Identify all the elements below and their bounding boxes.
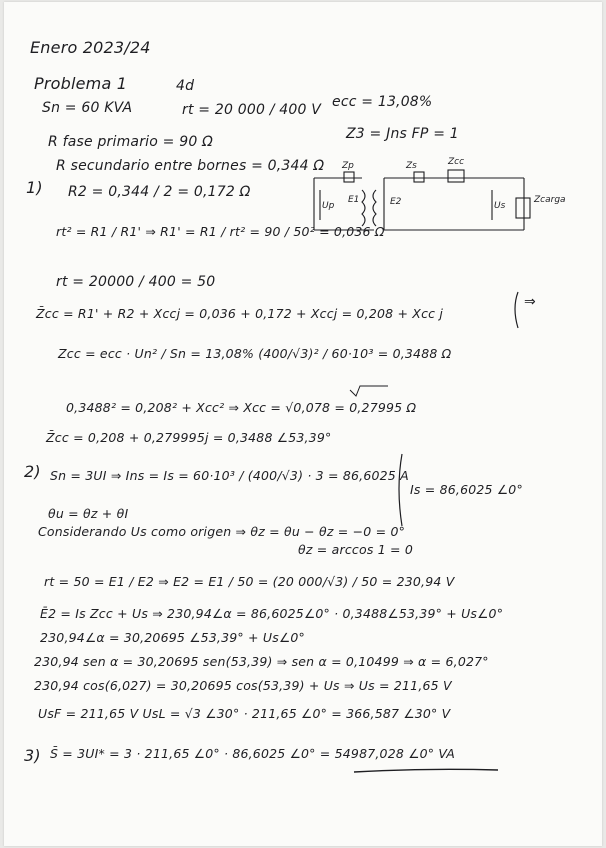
section-1-zcc-polar: Z̄cc = 0,208 + 0,279995j = 0,3488 ∠53,39° xyxy=(46,430,332,445)
svg-text:E2: E2 xyxy=(390,197,402,207)
section-1-arrow: ⇒ xyxy=(524,294,536,310)
handwritten-sheet xyxy=(4,2,602,846)
section-1-ratio: rt = 20000 / 400 = 50 xyxy=(56,274,216,290)
svg-text:Zcarga: Zcarga xyxy=(534,195,566,205)
svg-text:Up: Up xyxy=(322,201,335,211)
section-2-voltage-polar: 230,94∠α = 30,20695 ∠53,39° + Us∠0° xyxy=(40,630,305,645)
svg-text:Zs: Zs xyxy=(406,161,417,171)
svg-text:Zp: Zp xyxy=(342,161,354,171)
section-1-r2: R2 = 0,344 / 2 = 0,172 Ω xyxy=(68,184,251,200)
section-2-secondary-voltages: UsF = 211,65 V UsL = √3 ∠30° · 211,65 ∠0° = 366,587 ∠30° V xyxy=(38,706,451,721)
problem-variant: 4d xyxy=(176,78,195,94)
section-1-zcc-expression: Z̄cc = R1' + R2 + Xccj = 0,036 + 0,172 + Xccj = 0,208 + Xcc j xyxy=(36,306,444,321)
section-2-angle-relation: θu = θz + θI xyxy=(48,506,129,521)
section-2-current: Sn = 3UI ⇒ Ins = Is = 60·10³ / (400/√3) · 3 = 86,6025 A xyxy=(50,468,409,483)
section-2-voltage-equation: Ē2 = Is Zcc + Us ⇒ 230,94∠α = 86,6025∠0° · 0,3488∠53,39° + Us∠0° xyxy=(40,606,504,621)
section-1-r1-referred: rt² = R1 / R1' ⇒ R1' = R1 / rt² = 90 / 50² = 0,036 Ω xyxy=(56,224,385,239)
section-1-number: 1) xyxy=(26,178,43,197)
section-2-arccos: θz = arccos 1 = 0 xyxy=(298,542,414,557)
rated-power: Sn = 60 KVA xyxy=(42,100,133,116)
circuit-diagram xyxy=(314,170,530,230)
svg-text:E1: E1 xyxy=(348,195,360,205)
section-3-number: 3) xyxy=(24,746,41,765)
section-3-apparent-power: S̄ = 3UI* = 3 · 211,65 ∠0° · 86,6025 ∠0° = 54987,028 ∠0° VA xyxy=(50,746,456,761)
problem-title: Problema 1 xyxy=(34,74,128,93)
header-date: Enero 2023/24 xyxy=(30,38,151,57)
section-2-number: 2) xyxy=(24,462,41,481)
section-2-reference: Considerando Us como origen ⇒ θz = θu − θz = −0 = 0° xyxy=(38,524,406,539)
secondary-resistance: R secundario entre bornes = 0,344 Ω xyxy=(56,158,325,174)
section-2-cosine-component: 230,94 cos(6,027) = 30,20695 cos(53,39) + Us ⇒ Us = 211,65 V xyxy=(34,678,452,693)
primary-resistance: R fase primario = 90 Ω xyxy=(48,134,213,150)
section-1-xcc: 0,3488² = 0,208² + Xcc² ⇒ Xcc = √0,078 = 0,27995 Ω xyxy=(66,400,417,415)
load-and-power-factor: Z3 = Jns FP = 1 xyxy=(346,126,459,142)
svg-text:Us: Us xyxy=(494,201,506,211)
section-2-current-phasor: Is = 86,6025 ∠0° xyxy=(410,482,523,497)
short-circuit-voltage: ecc = 13,08% xyxy=(332,94,433,110)
svg-text:Zcc: Zcc xyxy=(448,157,465,167)
section-2-sine-component: 230,94 sen α = 30,20695 sen(53,39) ⇒ sen α = 0,10499 ⇒ α = 6,027° xyxy=(34,654,489,669)
section-2-e2: rt = 50 = E1 / E2 ⇒ E2 = E1 / 50 = (20 000/√3) / 50 = 230,94 V xyxy=(44,574,455,589)
section-1-zcc-magnitude: Zcc = ecc · Un² / Sn = 13,08% (400/√3)² / 60·10³ = 0,3488 Ω xyxy=(58,346,452,361)
transformation-ratio: rt = 20 000 / 400 V xyxy=(182,102,322,118)
